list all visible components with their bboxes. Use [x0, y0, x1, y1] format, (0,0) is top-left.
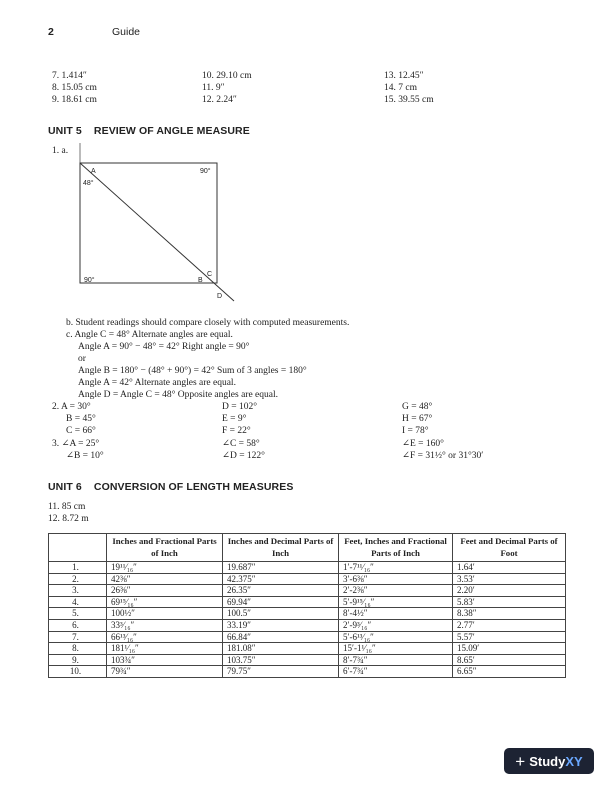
answer-item: 12. 2.24″ [202, 95, 237, 105]
answer-row [52, 83, 572, 95]
table-cell: 15.09′ [453, 643, 566, 655]
answer-item: 9. 18.61 cm [52, 95, 97, 105]
answer-row [52, 95, 572, 107]
table-cell: 2′-9³⁄₁₆″ [339, 619, 453, 631]
table-cell: 5.83′ [453, 596, 566, 608]
item-2-col3: G = 48° [402, 402, 433, 412]
row-number-cell: 10. [49, 666, 107, 678]
item-11: 11. 85 cm [48, 502, 86, 512]
logo-text-prefix: Study [529, 753, 566, 769]
table-cell: 26⅜″ [107, 585, 223, 597]
page-number: 2 [48, 26, 54, 38]
table-cell: 6.65″ [453, 666, 566, 678]
item-1c-line: Angle A = 42° Alternate angles are equal. [78, 378, 236, 388]
item-3-col2: ∠D = 122° [222, 451, 265, 461]
label-d: D [217, 293, 223, 300]
table-row [49, 643, 566, 655]
table-cell: 8.65′ [453, 654, 566, 666]
row-number-cell: 5. [49, 608, 107, 620]
row-number-cell: 4. [49, 596, 107, 608]
table-cell: 100.5″ [223, 608, 339, 620]
table-header: Feet and Decimal Parts of Foot [453, 534, 566, 562]
row-number-cell: 9. [49, 654, 107, 666]
item-1c-line: Angle B = 180° − (48° + 90°) = 42° Sum of 3 angles = 180° [78, 366, 307, 376]
item-3-col1: 3. ∠A = 25° [52, 439, 100, 449]
plus-icon: + [515, 751, 526, 771]
table-cell: 69¹⁵⁄₁₆″ [107, 596, 223, 608]
item-2-col1: B = 45° [66, 414, 96, 424]
row-number-cell: 8. [49, 643, 107, 655]
item-1c: c. Angle C = 48° Alternate angles are equal. [66, 330, 233, 340]
table-row [49, 573, 566, 585]
table-row [49, 654, 566, 666]
table-cell: 100½″ [107, 608, 223, 620]
item-12: 12. 8.72 m [48, 514, 89, 524]
logo-text-suffix: XY [565, 753, 583, 769]
item-1c-line: Angle A = 90° − 48° = 42° Right angle = 90° [78, 342, 250, 352]
table-cell: 2.77′ [453, 619, 566, 631]
table-row [49, 608, 566, 620]
answer-item: 10. 29.10 cm [202, 71, 252, 81]
table-cell: 19.687″ [223, 562, 339, 574]
angle-diagram-svg [72, 143, 252, 308]
item-3-col3: ∠E = 160° [402, 439, 444, 449]
table-cell: 26.35″ [223, 585, 339, 597]
answer-row [52, 71, 572, 83]
answer-item: 8. 15.05 cm [52, 83, 97, 93]
row-number-cell: 2. [49, 573, 107, 585]
studyxy-logo [504, 748, 594, 774]
row-number-cell: 1. [49, 562, 107, 574]
table-row [49, 631, 566, 643]
item-1b: b. Student readings should compare closely with computed measurements. [66, 318, 350, 328]
table-cell: 1.64′ [453, 562, 566, 574]
table-row [49, 596, 566, 608]
table-cell: 42.375″ [223, 573, 339, 585]
table-cell: 2′-2⅜″ [339, 585, 453, 597]
item-2-col2: F = 22° [222, 426, 251, 436]
label-c: C [207, 271, 213, 278]
table-cell: 66.84″ [223, 631, 339, 643]
table-row [49, 562, 566, 574]
row-number-cell: 3. [49, 585, 107, 597]
table-cell: 8′-4½″ [339, 608, 453, 620]
answer-item: 14. 7 cm [384, 83, 417, 93]
answer-item: 7. 1.414″ [52, 71, 87, 81]
table-cell: 5′-6¹³⁄₁₆″ [339, 631, 453, 643]
table-cell: 2.20′ [453, 585, 566, 597]
table-cell: 103¾″ [107, 654, 223, 666]
item-1c-line: or [78, 354, 86, 364]
table-cell: 103.75″ [223, 654, 339, 666]
table-body [49, 562, 566, 678]
item-1c-line: Angle D = Angle C = 48° Opposite angles are equal. [78, 390, 278, 400]
table-header-row [49, 534, 566, 562]
unit6-title: UNIT 6 CONVERSION OF LENGTH MEASURES [48, 481, 294, 493]
diagonal-line [80, 163, 234, 301]
label-90-bottom-left: 90° [84, 277, 95, 284]
table-cell: 8′-7¾″ [339, 654, 453, 666]
table-cell: 8.38″ [453, 608, 566, 620]
table-cell: 5′-9¹⁵⁄₁₆″ [339, 596, 453, 608]
item-2-col2: E = 9° [222, 414, 247, 424]
item-1a-label: 1. a. [52, 146, 69, 156]
table-cell: 42⅜″ [107, 573, 223, 585]
answer-item: 15. 39.55 cm [384, 95, 434, 105]
label-b: B [198, 277, 203, 284]
item-3-col2: ∠C = 58° [222, 439, 260, 449]
label-a: A [91, 168, 96, 175]
table-cell: 5.57′ [453, 631, 566, 643]
item-3-col1: ∠B = 10° [66, 451, 104, 461]
page-header [48, 26, 568, 40]
table-cell: 69.94″ [223, 596, 339, 608]
unit5-title: UNIT 5 REVIEW OF ANGLE MEASURE [48, 125, 250, 137]
table-cell: 1′-7¹¹⁄₁₆″ [339, 562, 453, 574]
label-90-top-right: 90° [200, 168, 211, 175]
angle-diagram [72, 143, 252, 308]
table-cell: 33³⁄₁₆″ [107, 619, 223, 631]
item-2-col1: C = 66° [66, 426, 96, 436]
logo-text [529, 754, 582, 769]
table-header [49, 534, 107, 562]
label-48: 48° [83, 180, 94, 187]
table-cell: 79.75″ [223, 666, 339, 678]
table-cell: 66¹³⁄₁₆″ [107, 631, 223, 643]
table-cell: 181.08″ [223, 643, 339, 655]
row-number-cell: 7. [49, 631, 107, 643]
table-cell: 181¹⁄₁₆″ [107, 643, 223, 655]
table-cell: 19¹¹⁄₁₆″ [107, 562, 223, 574]
table-row [49, 585, 566, 597]
table-cell: 15′-1¹⁄₁₆″ [339, 643, 453, 655]
item-2-col1: 2. A = 30° [52, 402, 91, 412]
table-header: Inches and Decimal Parts of Inch [223, 534, 339, 562]
table-header: Feet, Inches and Fractional Parts of Inch [339, 534, 453, 562]
table-header: Inches and Fractional Parts of Inch [107, 534, 223, 562]
running-title: Guide [112, 26, 141, 38]
table-cell: 3.53′ [453, 573, 566, 585]
conversion-table [48, 533, 566, 678]
table-cell: 33.19″ [223, 619, 339, 631]
item-2-col3: I = 78° [402, 426, 429, 436]
table-cell: 6′-7¾″ [339, 666, 453, 678]
table-cell: 3′-6⅜″ [339, 573, 453, 585]
answer-item: 13. 12.45″ [384, 71, 424, 81]
row-number-cell: 6. [49, 619, 107, 631]
item-2-col2: D = 102° [222, 402, 258, 412]
table-row [49, 619, 566, 631]
table-cell: 79¾″ [107, 666, 223, 678]
answer-item: 11. 9″ [202, 83, 225, 93]
item-3-col3: ∠F = 31½° or 31°30′ [402, 451, 484, 461]
table-row [49, 666, 566, 678]
item-2-col3: H = 67° [402, 414, 433, 424]
